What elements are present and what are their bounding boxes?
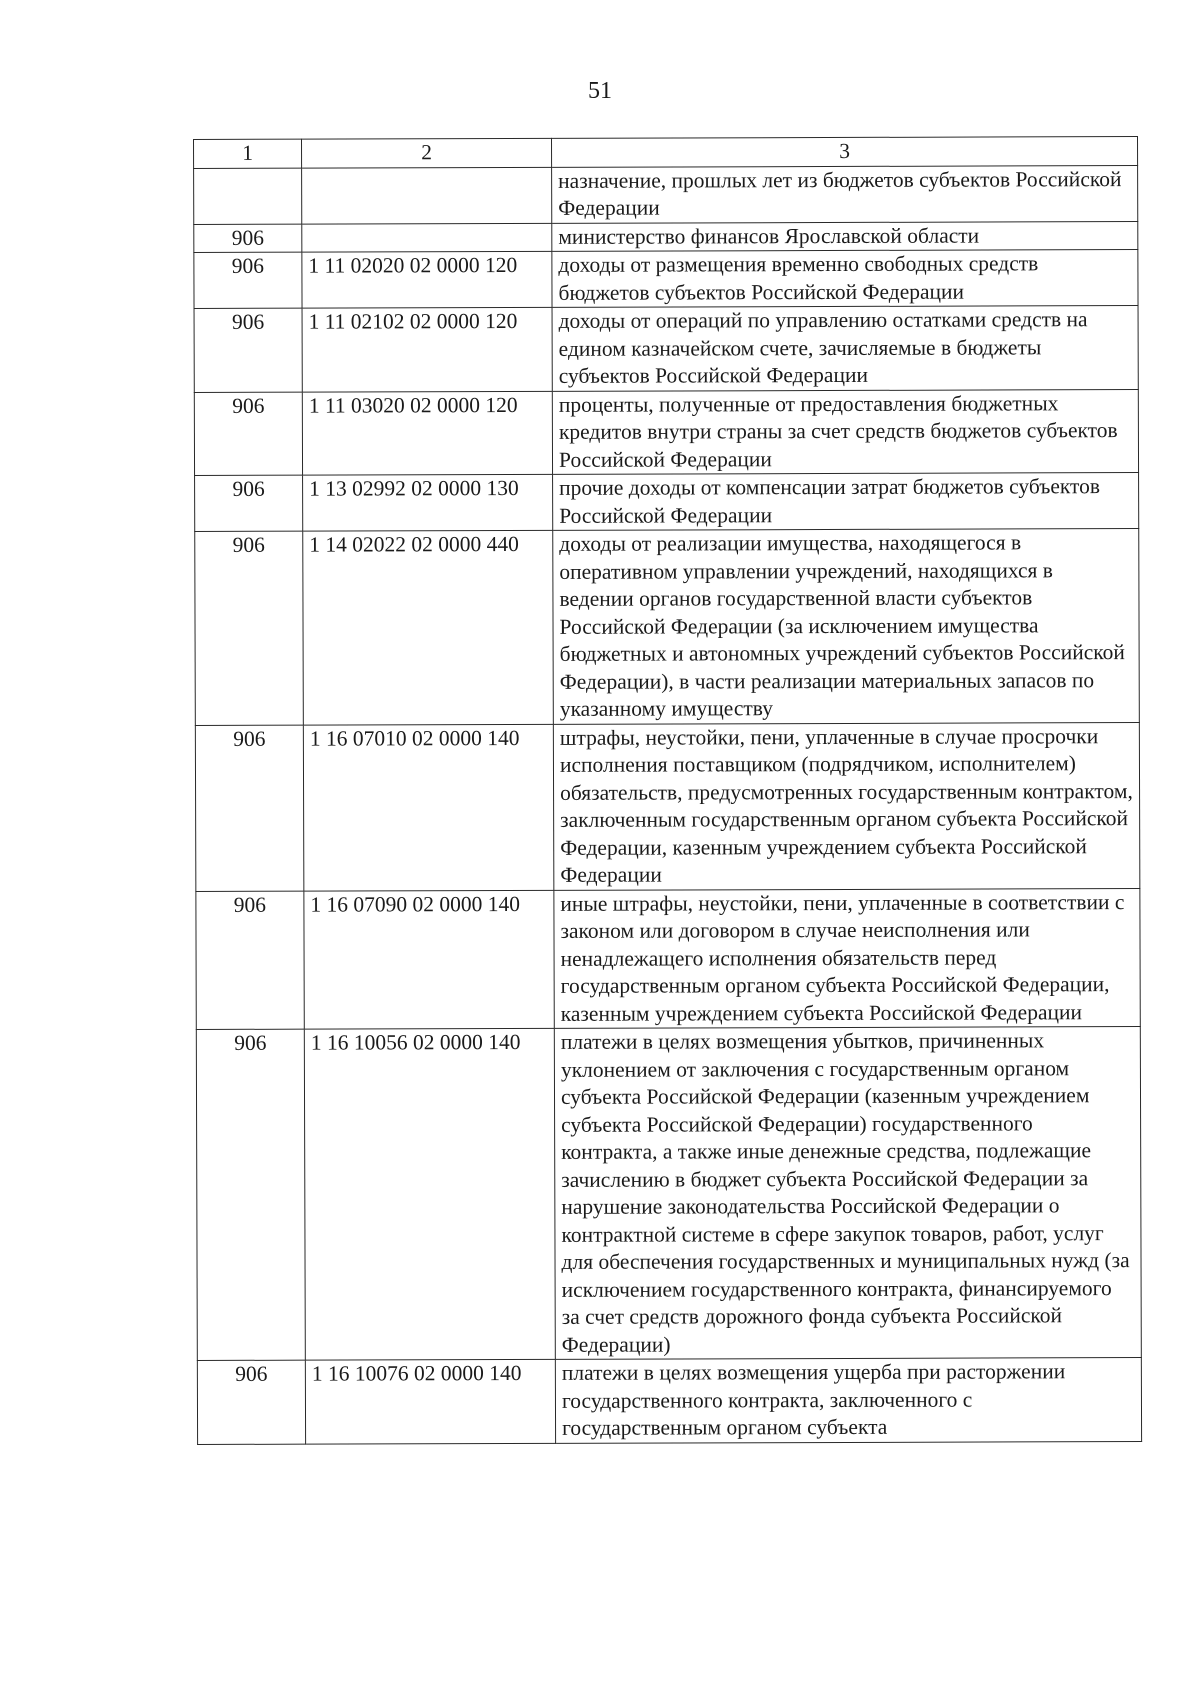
revenue-name-cell: доходы от размещения временно свободных средств бюджетов субъектов Российской Федерации — [552, 250, 1138, 308]
column-header-1: 1 — [194, 139, 302, 168]
budget-code-cell: 1 11 03020 02 0000 120 — [302, 391, 552, 475]
admin-code-cell: 906 — [194, 308, 302, 392]
column-header-3: 3 — [551, 137, 1137, 167]
admin-code-cell: 906 — [196, 891, 304, 1030]
table-row — [194, 221, 1138, 252]
admin-code-cell: 906 — [195, 725, 304, 891]
budget-code-cell — [302, 223, 552, 252]
admin-code-cell: 906 — [196, 1029, 305, 1360]
budget-code-cell: 1 16 10076 02 0000 140 — [305, 1359, 555, 1443]
revenue-name-cell: штрафы, неустойки, пени, уплаченные в случае просрочки исполнения поставщиком (подрядчиком, исполнителем) обязательств, предусмотренных государственным контрактом, заключенным государственным органом субъекта Российской Федерации, казенным учреждением субъекта Российской Федерации — [553, 722, 1140, 890]
table-row — [196, 888, 1140, 1029]
admin-code-cell — [194, 168, 302, 224]
column-header-2: 2 — [302, 138, 552, 167]
table-row — [194, 389, 1138, 475]
revenue-name-cell: доходы от операций по управлению остатками средств на едином казначейском счете, зачисляемые в бюджеты субъектов Российской Федерации — [552, 306, 1138, 391]
table-row — [196, 1027, 1141, 1361]
admin-code-cell: 906 — [195, 475, 303, 531]
revenue-name-cell: доходы от реализации имущества, находящегося в оперативном управлении учреждений, находящихся в ведении органов государственной власти субъектов Российской Федерации (за исключением имущества бюджетных и автономных учреждений субъектов Российской Федерации), в части реализации материальных запасов по указанному имуществу — [553, 529, 1140, 724]
budget-code-cell: 1 14 02022 02 0000 440 — [303, 530, 554, 724]
table-row — [194, 306, 1138, 392]
budget-classification-table — [193, 136, 1142, 1444]
revenue-name-cell: назначение, прошлых лет из бюджетов субъектов Российской Федерации — [552, 165, 1138, 223]
admin-code-cell: 906 — [194, 252, 302, 308]
revenue-name-cell: платежи в целях возмещения убытков, причиненных уклонением от заключения с государственным органом субъекта Российской Федерации (казенным учреждением субъекта Российской Федерации) государственного контракта, а также иные денежные средства, подлежащие зачислению в бюджет субъекта Российской Федерации за нарушение законодательства Российской Федерации о контрактной системе в сфере закупок товаров, работ, услуг для обеспечения государственных и муниципальных нужд (за исключением государственного контракта, финансируемого за счет средств дорожного фонда субъекта Российской Федерации) — [554, 1027, 1141, 1360]
revenue-name-cell: прочие доходы от компенсации затрат бюджетов субъектов Российской Федерации — [553, 473, 1139, 531]
table-row — [195, 529, 1140, 725]
budget-code-cell: 1 16 10056 02 0000 140 — [304, 1028, 555, 1360]
budget-code-cell: 1 11 02020 02 0000 120 — [302, 251, 552, 308]
table-header-row — [194, 137, 1138, 168]
budget-code-cell: 1 11 02102 02 0000 120 — [302, 307, 552, 391]
admin-code-cell: 906 — [194, 224, 302, 253]
budget-code-cell — [302, 167, 552, 224]
table-row — [194, 250, 1138, 309]
table-row — [197, 1358, 1141, 1444]
revenue-name-cell: министерство финансов Ярославской области — [552, 221, 1138, 251]
revenue-name-cell: иные штрафы, неустойки, пени, уплаченные в соответствии с законом или договором в случае неисполнения или ненадлежащего исполнения обязательств перед государственным органом субъекта Российской Федерации, казенным учреждением субъекта Российской Федерации — [554, 888, 1140, 1028]
budget-code-cell: 1 13 02992 02 0000 130 — [303, 474, 553, 531]
table-row — [195, 722, 1140, 891]
admin-code-cell: 906 — [197, 1360, 305, 1444]
table-row — [195, 473, 1139, 532]
budget-code-cell: 1 16 07090 02 0000 140 — [304, 890, 554, 1029]
table-row — [194, 165, 1138, 224]
revenue-name-cell: платежи в целях возмещения ущерба при расторжении государственного контракта, заключенного с государственным органом субъекта — [555, 1358, 1141, 1443]
budget-code-cell: 1 16 07010 02 0000 140 — [303, 724, 554, 891]
admin-code-cell: 906 — [195, 531, 304, 725]
admin-code-cell: 906 — [194, 392, 302, 476]
page-number: 51 — [588, 78, 612, 104]
revenue-name-cell: проценты, полученные от предоставления бюджетных кредитов внутри страны за счет средств бюджетов субъектов Российской Федерации — [552, 389, 1138, 474]
